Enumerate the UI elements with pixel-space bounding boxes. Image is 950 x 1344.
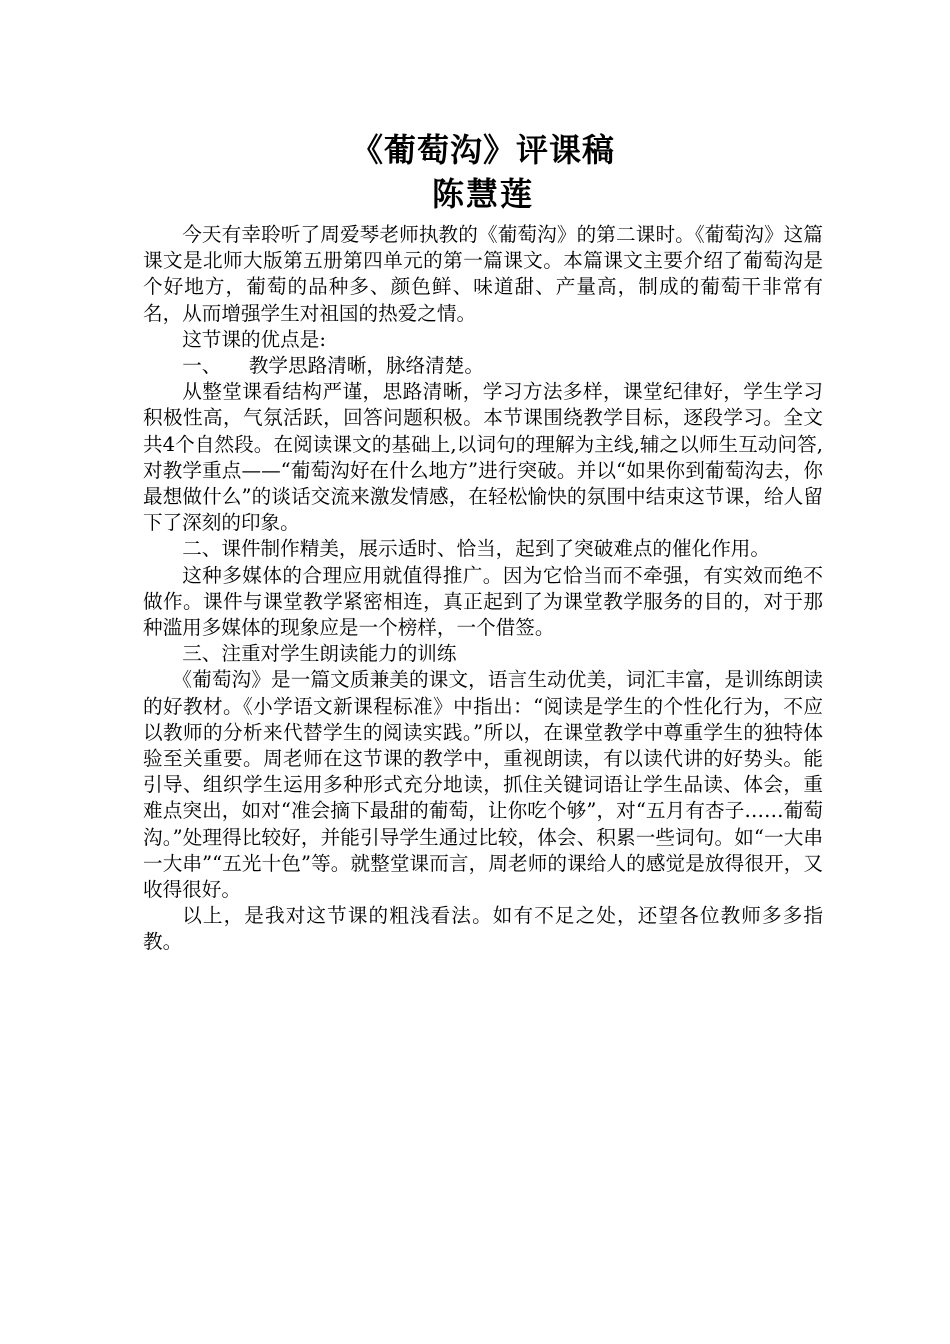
document-body	[143, 128, 823, 956]
conclusion-paragraph: 以上，是我对这节课的粗浅看法。如有不足之处，还望各位教师多多指教。	[143, 904, 823, 954]
advantages-intro: 这节课的优点是:	[182, 327, 326, 351]
intro-paragraph: 今天有幸聆听了周爱琴老师执教的《葡萄沟》的第二课时。《葡萄沟》这篇课文是北师大版第五册第四单元的第一篇课文。本篇课文主要介绍了葡萄沟是个好地方，葡萄的品种多、颜色鲜、味道甜、产量高，制成的葡萄干非常有名，从而增强学生对祖国的热爱之情。	[143, 223, 823, 325]
point1-heading: 教学思路清晰，脉络清楚。	[248, 354, 484, 378]
point2-heading: 二、课件制作精美，展示适时、恰当，起到了突破难点的催化作用。	[182, 537, 770, 561]
point1-number: 一、	[182, 354, 222, 378]
document-title: 《葡萄沟》评课稿	[350, 131, 615, 169]
point1-heading-line	[143, 353, 823, 379]
point2-body: 这种多媒体的合理应用就值得推广。因为它恰当而不牵强，有实效而绝不做作。课件与课堂教学紧密相连，真正起到了为课堂教学服务的目的，对于那种滥用多媒体的现象应是一个榜样，一个借签。	[143, 563, 823, 640]
point1-body: 从整堂课看结构严谨，思路清晰，学习方法多样，课堂纪律好，学生学习积极性高，气氛活跃，回答问题积极。本节课围绕教学目标，逐段学习。全文共4个自然段。在阅读课文的基础上,以词句的理解为主线,辅之以师生互动问答,对教学重点——“葡萄沟好在什么地方”进行突破。并以“如果你到葡萄沟去，你最想做什么”的谈话交流来激发情感，在轻松愉快的氛围中结束这节课，给人留下了深刻的印象。	[143, 380, 823, 535]
point3-heading: 三、注重对学生朗读能力的训练	[182, 642, 457, 666]
point3-body: 《葡萄沟》是一篇文质兼美的课文，语言生动优美，词汇丰富，是训练朗读的好教材。《小学语文新课程标准》中指出：“阅读是学生的个性化行为，不应以教师的分析来代替学生的阅读实践。”所以，在课堂教学中尊重学生的独特体验至关重要。周老师在这节课的教学中，重视朗读，有以读代讲的好势头。能引导、组织学生运用多种形式充分地读，抓住关键词语让学生品读、体会，重难点突出，如对“准会摘下最甜的葡萄，让你吃个够”，对“五月有杏子……葡萄沟。”处理得比较好，并能引导学生通过比较，体会、积累一些词句。如“一大串一大串”“五光十色”等。就整堂课而言，周老师的课给人的感觉是放得很开，又收得很好。	[143, 668, 823, 902]
document-author: 陈慧莲	[431, 175, 534, 213]
